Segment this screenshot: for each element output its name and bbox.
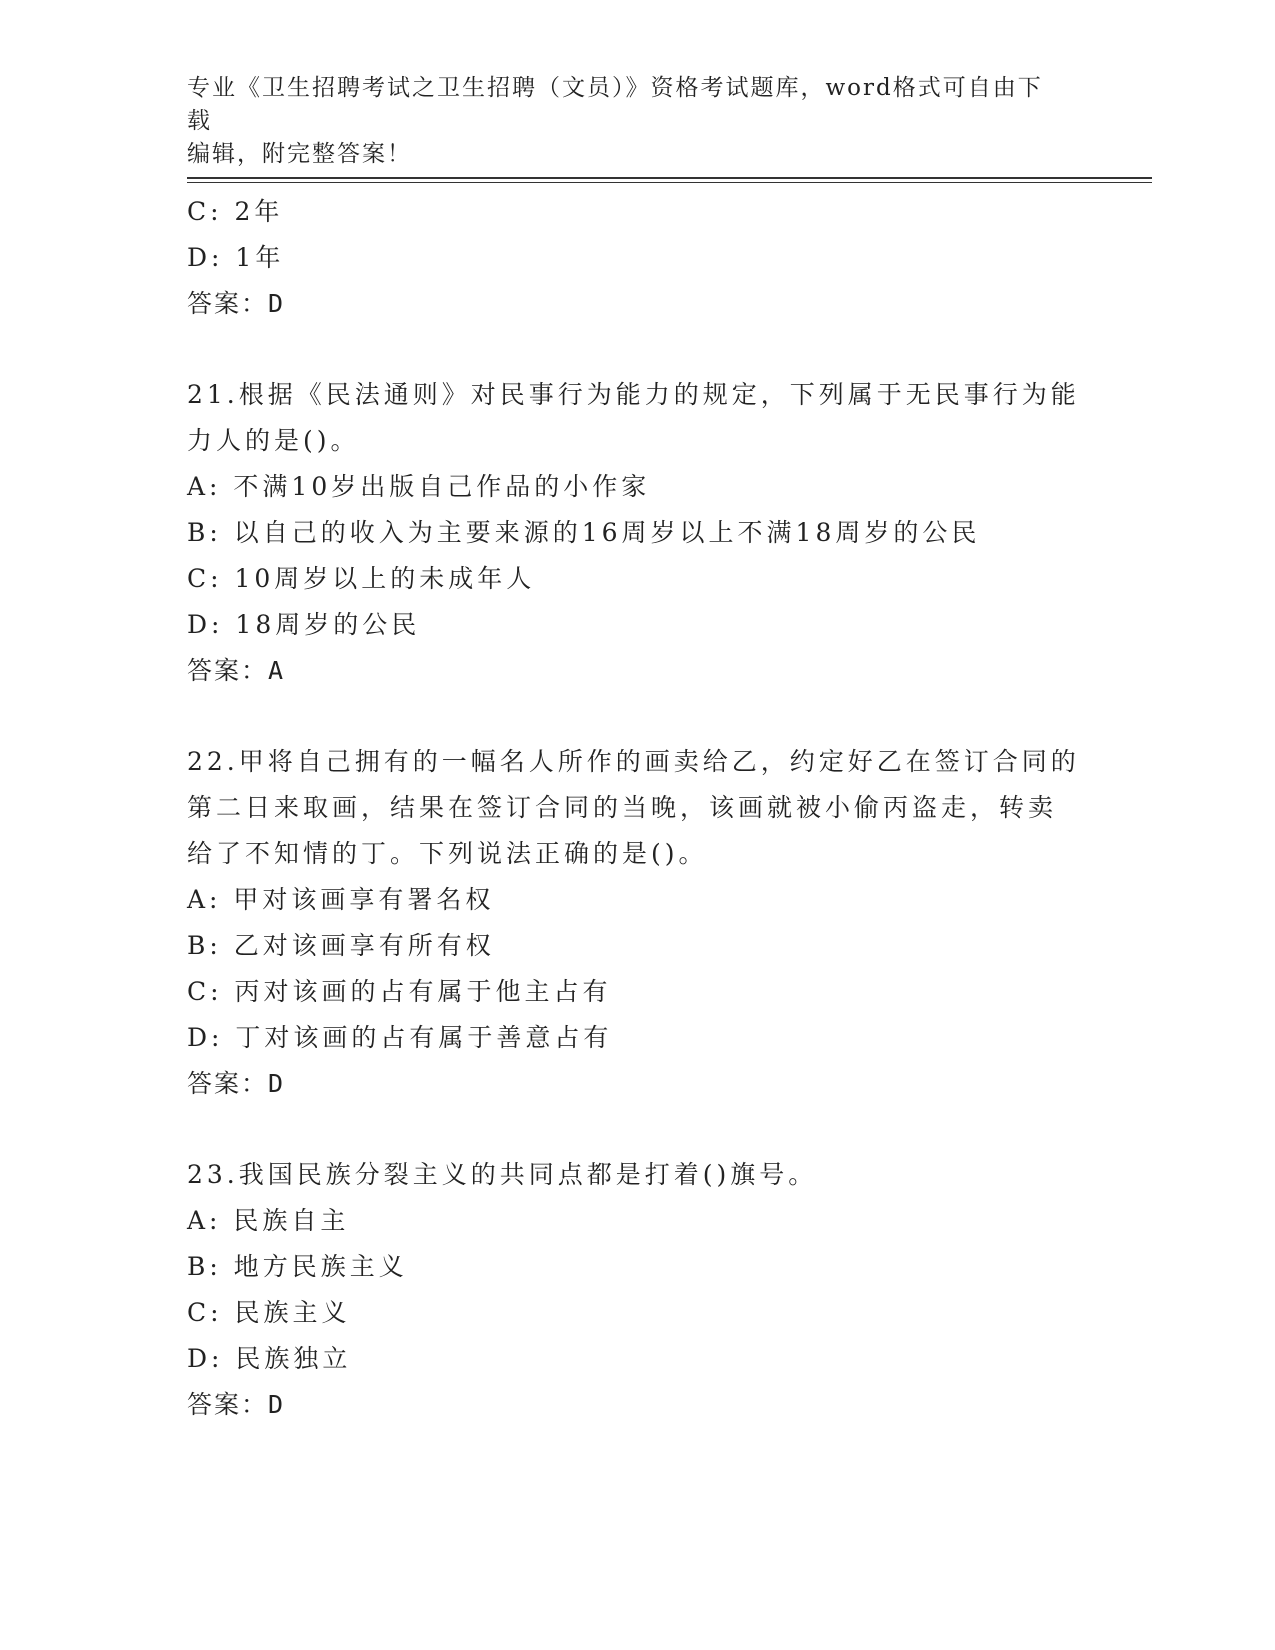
answer-line [187,1382,1087,1428]
option-d: D: 丁对该画的占有属于善意占有 [187,1023,613,1052]
question-stem-line: 21.根据《民法通则》对民事行为能力的规定，下列属于无民事行为能 [187,380,1080,409]
header-line-2: 编辑，附完整答案！ [187,141,412,167]
answer-value: D [268,289,286,318]
option-b: B: 乙对该画享有所有权 [187,931,495,960]
question-gap [187,327,1087,372]
header-rule-thick [187,177,1152,179]
header-rule-thin [187,182,1152,183]
option-d: D: 18周岁的公民 [187,610,421,639]
header-line-1: 专业《卫生招聘考试之卫生招聘（文员）》资格考试题库，word格式可自由下载 [187,75,1043,134]
answer-label: 答案： [187,1069,269,1098]
question-stem-line: 给了不知情的丁。下列说法正确的是()。 [187,839,708,868]
answer-value: D [268,1390,286,1419]
option-c: C: 2年 [187,197,284,226]
answer-value: D [268,1069,286,1098]
question-23 [187,1152,1087,1428]
option-b: B: 以自己的收入为主要来源的16周岁以上不满18周岁的公民 [187,518,981,547]
question-stem-line: 力人的是()。 [187,426,360,455]
option-b: B: 地方民族主义 [187,1252,408,1281]
question-21 [187,372,1087,694]
answer-line [187,1061,1087,1107]
answer-label: 答案： [187,289,269,318]
question-22 [187,739,1087,1107]
option-d: D: 1年 [187,243,285,272]
question-stem-line: 22.甲将自己拥有的一幅名人所作的画卖给乙，约定好乙在签订合同的 [187,747,1080,776]
option-c: C: 丙对该画的占有属于他主占有 [187,977,612,1006]
answer-value: A [268,656,286,685]
answer-label: 答案： [187,656,269,685]
document-header [187,72,1067,171]
option-a: A: 不满10岁出版自己作品的小作家 [187,472,651,501]
question-gap [187,694,1087,739]
question-stem-line: 第二日来取画，结果在签订合同的当晚，该画就被小偷丙盗走，转卖 [187,793,1058,822]
option-c: C: 10周岁以上的未成年人 [187,564,536,593]
option-a: A: 民族自主 [187,1206,350,1235]
question-gap [187,1107,1087,1152]
question-stem-line: 23.我国民族分裂主义的共同点都是打着()旗号。 [187,1160,818,1189]
option-c: C: 民族主义 [187,1298,351,1327]
answer-line [187,281,1087,327]
question-content [187,189,1087,1428]
answer-label: 答案： [187,1390,269,1419]
prev-question-tail [187,189,1087,327]
option-d: D: 民族独立 [187,1344,352,1373]
answer-line [187,648,1087,694]
option-a: A: 甲对该画享有署名权 [187,885,495,914]
